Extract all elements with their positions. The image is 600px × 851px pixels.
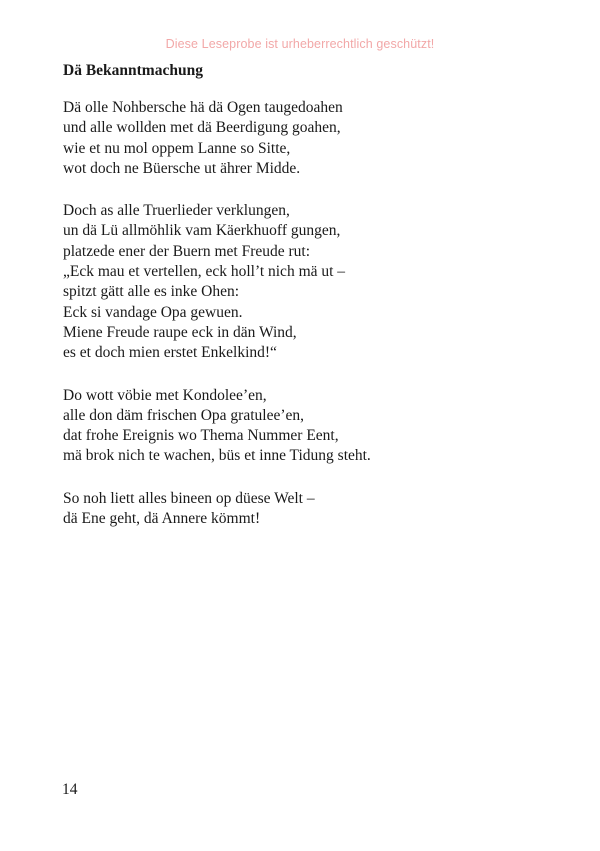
- poem-line: wot doch ne Büersche ut ährer Midde.: [63, 159, 301, 177]
- poem-line: und alle wollden met dä Beerdigung goahen,: [63, 119, 341, 137]
- poem-line: dat frohe Ereignis wo Thema Nummer Eent,: [63, 427, 339, 445]
- stanza-3: [63, 386, 533, 467]
- watermark-notice: Diese Leseprobe ist urheberrechtlich geschützt!: [165, 37, 435, 51]
- poem-line: alle don däm frischen Opa gratulee’en,: [63, 406, 305, 424]
- poem-line: un dä Lü allmöhlik vam Käerkhuoff gungen,: [63, 222, 341, 240]
- poem-line: spitzt gätt alle es inke Ohen:: [63, 283, 240, 301]
- poem-line: Eck si vandage Opa gewuen.: [63, 303, 243, 321]
- poem-line: mä brok nich te wachen, büs et inne Tidung steht.: [63, 447, 371, 465]
- poem-title: Dä Bekanntmachung: [63, 62, 203, 79]
- poem-line: So noh liett alles bineen op düese Welt –: [63, 489, 315, 507]
- poem-line: „Eck mau et vertellen, eck holl’t nich mä ut –: [63, 263, 346, 281]
- poem-line: wie et nu mol oppem Lanne so Sitte,: [63, 139, 291, 157]
- poem-line: Dä olle Nohbersche hä dä Ogen taugedoahen: [63, 99, 343, 116]
- poem-line: Do wott vöbie met Kondolee’en,: [63, 386, 267, 404]
- poem-line: Doch as alle Truerlieder verklungen,: [63, 202, 290, 220]
- poem-line: dä Ene geht, dä Annere kömmt!: [63, 510, 261, 528]
- stanza-2: [63, 201, 533, 363]
- stanza-1: [63, 98, 533, 179]
- poem-body: [63, 98, 533, 551]
- poem-line: es et doch mien erstet Enkelkind!“: [63, 344, 277, 362]
- stanza-4: [63, 489, 533, 530]
- page-number: 14: [62, 781, 78, 798]
- poem-line: platzede ener der Buern met Freude rut:: [63, 242, 311, 260]
- poem-line: Miene Freude raupe eck in dän Wind,: [63, 323, 297, 341]
